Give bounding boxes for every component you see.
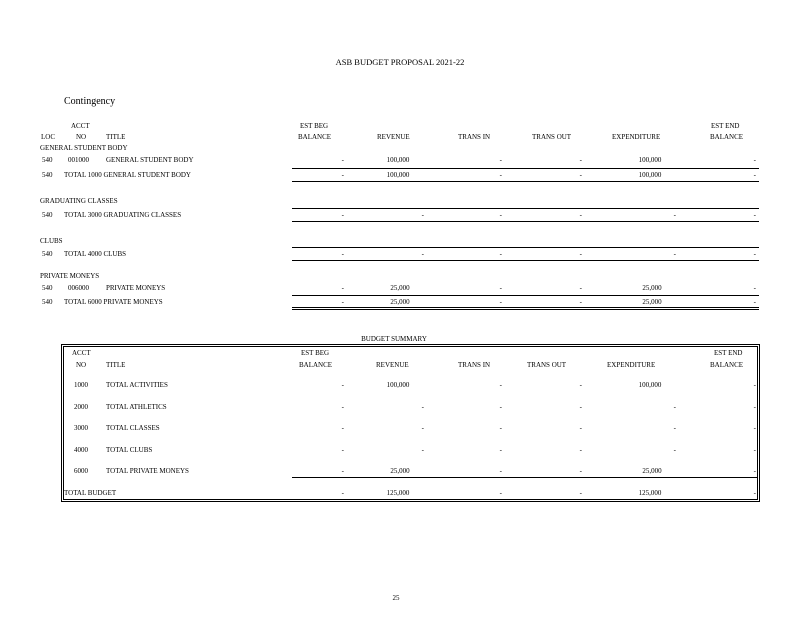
- col-header-trans-out: TRANS OUT: [532, 133, 572, 141]
- summary-row-est-end: -: [753, 424, 756, 432]
- total-est-end: -: [753, 250, 756, 258]
- row-est-end: -: [753, 284, 756, 292]
- col-header-revenue: REVENUE: [377, 133, 410, 141]
- summary-row-est-end: -: [753, 446, 756, 454]
- summary-row-expenditure: -: [673, 403, 676, 411]
- summary-row-trans-out: -: [579, 467, 582, 475]
- total-expenditure: 25,000: [642, 298, 662, 306]
- subtotal-rule: [292, 208, 759, 209]
- summary-row-trans-in: -: [499, 381, 502, 389]
- row-title: GENERAL STUDENT BODY: [106, 156, 194, 164]
- total-rule: [292, 221, 759, 222]
- summary-row-expenditure: -: [673, 446, 676, 454]
- summary-col-est-end: EST END: [714, 349, 743, 357]
- col-header-loc: LOC: [41, 133, 55, 141]
- col-header-est-end-balance: BALANCE: [710, 133, 744, 141]
- total-title: TOTAL 4000 CLUBS: [64, 250, 127, 258]
- summary-row-revenue: 25,000: [390, 467, 410, 475]
- row-expenditure: 100,000: [638, 156, 662, 164]
- summary-row-est-beg: -: [341, 424, 344, 432]
- total-est-beg: -: [341, 211, 344, 219]
- summary-total-title: TOTAL BUDGET: [64, 489, 117, 497]
- summary-row-title: TOTAL PRIVATE MONEYS: [106, 467, 189, 475]
- summary-row-no: 6000: [74, 467, 88, 475]
- total-est-end: -: [753, 171, 756, 179]
- col-header-est-end: EST END: [711, 122, 740, 130]
- summary-total-trans-in: -: [499, 489, 502, 497]
- summary-col-no: NO: [76, 361, 87, 369]
- row-trans-out: -: [579, 284, 582, 292]
- page-number: 25: [392, 594, 400, 602]
- summary-title: BUDGET SUMMARY: [361, 335, 427, 343]
- summary-row-est-beg: -: [341, 446, 344, 454]
- row-trans-out: -: [579, 156, 582, 164]
- summary-col-est-beg: EST BEG: [301, 349, 330, 357]
- total-est-end: -: [753, 211, 756, 219]
- total-trans-in: -: [499, 298, 502, 306]
- total-rule: [292, 307, 759, 308]
- col-header-est-beg: EST BEG: [300, 122, 329, 130]
- total-revenue: 25,000: [390, 298, 410, 306]
- total-trans-in: -: [499, 171, 502, 179]
- summary-row-title: TOTAL CLASSES: [106, 424, 160, 432]
- summary-total-expenditure: 125,000: [638, 489, 662, 497]
- total-title: TOTAL 6000 PRIVATE MONEYS: [64, 298, 163, 306]
- summary-col-est-end-balance: BALANCE: [710, 361, 744, 369]
- summary-row-title: TOTAL ACTIVITIES: [106, 381, 168, 389]
- summary-col-expenditure: EXPENDITURE: [607, 361, 656, 369]
- row-revenue: 25,000: [390, 284, 410, 292]
- section-title: Contingency: [64, 96, 116, 107]
- total-revenue: -: [421, 250, 424, 258]
- col-header-trans-in: TRANS IN: [458, 133, 491, 141]
- summary-col-title: TITLE: [106, 361, 126, 369]
- total-revenue: -: [421, 211, 424, 219]
- summary-row-title: TOTAL CLUBS: [106, 446, 153, 454]
- summary-row-expenditure: 100,000: [638, 381, 662, 389]
- summary-row-est-beg: -: [341, 381, 344, 389]
- summary-total-trans-out: -: [579, 489, 582, 497]
- summary-row-est-end: -: [753, 403, 756, 411]
- row-expenditure: 25,000: [642, 284, 662, 292]
- total-title: TOTAL 3000 GRADUATING CLASSES: [64, 211, 182, 219]
- summary-row-trans-out: -: [579, 403, 582, 411]
- total-loc: 540: [42, 211, 53, 219]
- subtotal-rule: [292, 247, 759, 248]
- total-loc: 540: [42, 250, 53, 258]
- total-expenditure: -: [673, 250, 676, 258]
- total-title: TOTAL 1000 GENERAL STUDENT BODY: [64, 171, 191, 179]
- subtotal-rule: [292, 295, 759, 296]
- summary-col-est-beg-balance: BALANCE: [299, 361, 333, 369]
- total-revenue: 100,000: [386, 171, 410, 179]
- total-loc: 540: [42, 171, 53, 179]
- total-est-beg: -: [341, 250, 344, 258]
- total-trans-out: -: [579, 250, 582, 258]
- col-header-expenditure: EXPENDITURE: [612, 133, 661, 141]
- summary-row-trans-in: -: [499, 403, 502, 411]
- summary-row-no: 1000: [74, 381, 88, 389]
- summary-row-trans-in: -: [499, 446, 502, 454]
- total-est-end: -: [753, 298, 756, 306]
- summary-col-trans-out: TRANS OUT: [527, 361, 567, 369]
- summary-row-est-beg: -: [341, 403, 344, 411]
- total-expenditure: -: [673, 211, 676, 219]
- subtotal-rule: [292, 168, 759, 169]
- summary-row-trans-out: -: [579, 446, 582, 454]
- row-loc: 540: [42, 156, 53, 164]
- summary-row-revenue: -: [421, 424, 424, 432]
- summary-total-revenue: 125,000: [386, 489, 410, 497]
- summary-row-trans-out: -: [579, 424, 582, 432]
- summary-total-est-end: -: [753, 489, 756, 497]
- summary-row-est-end: -: [753, 467, 756, 475]
- total-rule: [292, 260, 759, 261]
- col-header-est-beg-balance: BALANCE: [298, 133, 332, 141]
- row-trans-in: -: [499, 156, 502, 164]
- row-revenue: 100,000: [386, 156, 410, 164]
- document-title: ASB BUDGET PROPOSAL 2021-22: [335, 57, 465, 67]
- row-acct-no: 001000: [68, 156, 89, 164]
- summary-row-expenditure: 25,000: [642, 467, 662, 475]
- summary-row-expenditure: -: [673, 424, 676, 432]
- summary-row-trans-out: -: [579, 381, 582, 389]
- summary-row-no: 4000: [74, 446, 88, 454]
- total-trans-out: -: [579, 298, 582, 306]
- total-trans-in: -: [499, 211, 502, 219]
- total-expenditure: 100,000: [638, 171, 662, 179]
- col-header-title: TITLE: [106, 133, 126, 141]
- total-rule: [292, 181, 759, 182]
- col-header-no: NO: [76, 133, 87, 141]
- summary-total-est-beg: -: [341, 489, 344, 497]
- group-heading: GENERAL STUDENT BODY: [40, 144, 128, 152]
- row-title: PRIVATE MONEYS: [106, 284, 166, 292]
- summary-row-est-end: -: [753, 381, 756, 389]
- col-header-acct: ACCT: [71, 122, 90, 130]
- summary-row-no: 2000: [74, 403, 88, 411]
- row-est-end: -: [753, 156, 756, 164]
- row-est-beg: -: [341, 284, 344, 292]
- summary-col-trans-in: TRANS IN: [458, 361, 491, 369]
- summary-row-trans-in: -: [499, 424, 502, 432]
- total-trans-out: -: [579, 171, 582, 179]
- summary-col-acct: ACCT: [72, 349, 91, 357]
- summary-row-est-beg: -: [341, 467, 344, 475]
- summary-row-title: TOTAL ATHLETICS: [106, 403, 167, 411]
- summary-row-revenue: -: [421, 446, 424, 454]
- total-rule-double: [292, 309, 759, 310]
- summary-row-trans-in: -: [499, 467, 502, 475]
- summary-row-no: 3000: [74, 424, 88, 432]
- summary-col-revenue: REVENUE: [376, 361, 409, 369]
- row-loc: 540: [42, 284, 53, 292]
- group-heading: CLUBS: [40, 237, 63, 245]
- summary-row-revenue: -: [421, 403, 424, 411]
- group-heading: GRADUATING CLASSES: [40, 197, 118, 205]
- row-est-beg: -: [341, 156, 344, 164]
- row-acct-no: 006000: [68, 284, 89, 292]
- group-heading: PRIVATE MONEYS: [40, 272, 100, 280]
- total-trans-out: -: [579, 211, 582, 219]
- total-est-beg: -: [341, 171, 344, 179]
- total-trans-in: -: [499, 250, 502, 258]
- summary-row-revenue: 100,000: [386, 381, 410, 389]
- total-loc: 540: [42, 298, 53, 306]
- summary-subtotal-rule: [292, 477, 757, 478]
- row-trans-in: -: [499, 284, 502, 292]
- total-est-beg: -: [341, 298, 344, 306]
